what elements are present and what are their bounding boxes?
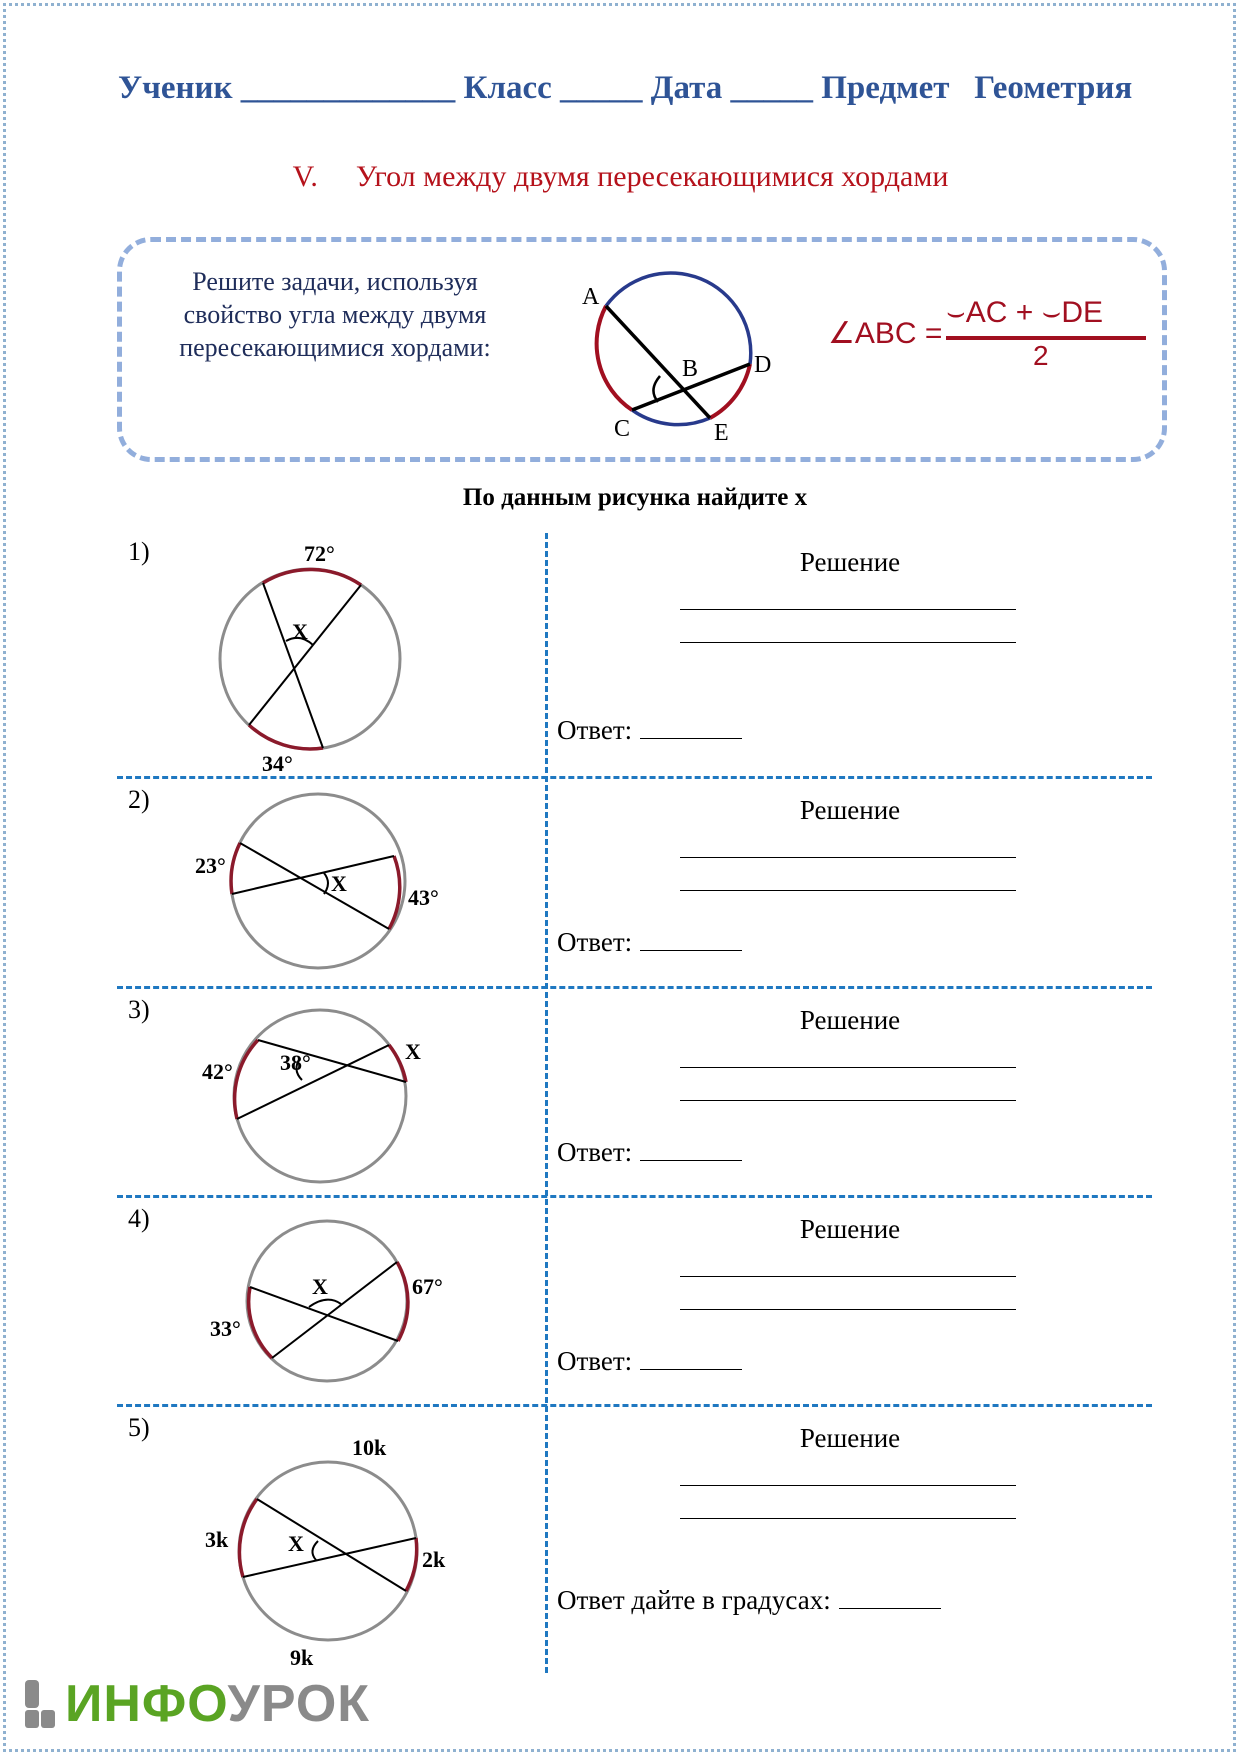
row-divider: [117, 1404, 1152, 1407]
svg-text:D: D: [754, 352, 772, 378]
formula-denominator: 2: [1033, 340, 1049, 371]
arc-label: 67°: [412, 1274, 443, 1299]
problem-number: 5): [128, 1413, 150, 1442]
arc-label: 72°: [304, 541, 335, 566]
problem-1-figure: [210, 537, 410, 782]
solution-line[interactable]: [680, 890, 1016, 891]
task-heading: По данным рисунка найдите x: [462, 484, 808, 511]
arc-label: 10k: [352, 1435, 387, 1460]
chord-angle-formula: [828, 296, 1148, 376]
arc-label: 33°: [210, 1316, 241, 1341]
solution-line[interactable]: [680, 1518, 1016, 1519]
arc-label: 3k: [205, 1527, 229, 1552]
solution-line[interactable]: [680, 1309, 1016, 1310]
svg-text:C: C: [614, 416, 631, 442]
solution-title: Решение: [799, 1423, 901, 1453]
unknown-label: X: [292, 619, 308, 644]
subject-value: Геометрия: [974, 70, 1133, 106]
logo-text-gray: УРОК: [227, 1675, 370, 1733]
solution-line[interactable]: [680, 1067, 1016, 1068]
arc-label: 9k: [290, 1645, 314, 1670]
svg-text:E: E: [714, 420, 729, 446]
problem-number: 1): [128, 537, 150, 566]
logo-mark-icon: [25, 1680, 57, 1728]
answer-blank[interactable]: [640, 1137, 742, 1161]
section-title: [0, 160, 1241, 194]
formula-numerator: ⌣AC + ⌣DE: [946, 296, 1104, 329]
row-divider: [117, 986, 1152, 989]
arc-label: 23°: [195, 853, 226, 878]
unknown-label: X: [312, 1274, 328, 1299]
theory-instruction: Решите задачи, используя свойство угла между двумя пересекающимися хордами:: [179, 267, 491, 362]
answer-label: Ответ:: [557, 1346, 633, 1376]
answer-blank[interactable]: [839, 1585, 941, 1609]
class-field[interactable]: _____: [560, 70, 643, 106]
solution-line[interactable]: [680, 857, 1016, 858]
svg-text:B: B: [682, 356, 699, 382]
solution-line[interactable]: [680, 642, 1016, 643]
unknown-label: X: [288, 1531, 304, 1556]
solution-title: Решение: [799, 1214, 901, 1244]
svg-text:A: A: [582, 284, 600, 310]
answer-blank[interactable]: [640, 927, 742, 951]
unknown-label: X: [405, 1039, 421, 1064]
problem-4-figure: [245, 1218, 410, 1388]
answer-blank[interactable]: [640, 715, 742, 739]
given-angle-label: 38°: [280, 1050, 311, 1075]
solution-title: Решение: [799, 547, 901, 577]
section-number: V.: [292, 160, 318, 193]
date-field[interactable]: _____: [730, 70, 813, 106]
solution-line[interactable]: [680, 1485, 1016, 1486]
solution-line[interactable]: [680, 1100, 1016, 1101]
answer-label: Ответ дайте в градусах:: [557, 1585, 831, 1615]
theory-chords-figure: [570, 260, 790, 450]
unknown-label: X: [331, 871, 347, 896]
formula-lhs: ∠ABC =: [828, 317, 943, 350]
solution-line[interactable]: [680, 1276, 1016, 1277]
problem-3-figure: [228, 1003, 413, 1188]
arc-label: 43°: [408, 885, 439, 910]
arc-label: 34°: [262, 751, 293, 776]
answer-field[interactable]: [557, 1137, 742, 1168]
answer-field[interactable]: [557, 927, 742, 958]
answer-blank[interactable]: [640, 1346, 742, 1370]
answer-field[interactable]: [557, 1346, 742, 1377]
section-title-text: Угол между двумя пересекающимися хордами: [355, 160, 949, 193]
student-name-field[interactable]: _____________: [240, 70, 456, 106]
problem-number: 3): [128, 995, 150, 1024]
solution-title: Решение: [799, 795, 901, 825]
problem-number: 2): [128, 785, 150, 814]
answer-label: Ответ:: [557, 715, 633, 745]
answer-field[interactable]: [557, 1585, 941, 1616]
problem-number: 4): [128, 1204, 150, 1233]
problem-2-figure: [222, 791, 412, 976]
arc-label: 2k: [422, 1547, 446, 1572]
answer-field[interactable]: [557, 715, 742, 746]
solution-title: Решение: [799, 1005, 901, 1035]
solution-line[interactable]: [680, 609, 1016, 610]
logo-text-green: ИНФО: [65, 1675, 228, 1733]
answer-label: Ответ:: [557, 1137, 633, 1167]
column-divider: [545, 533, 548, 1673]
infourok-logo: [25, 1675, 395, 1733]
row-divider: [117, 1195, 1152, 1198]
subject-label: Предмет: [821, 70, 950, 106]
worksheet-header: [118, 70, 1148, 107]
class-label: Класс: [463, 70, 552, 106]
answer-label: Ответ:: [557, 927, 633, 957]
problem-5-figure: [236, 1459, 421, 1644]
student-label: Ученик: [118, 70, 233, 106]
date-label: Дата: [650, 70, 723, 106]
arc-label: 42°: [202, 1059, 233, 1084]
